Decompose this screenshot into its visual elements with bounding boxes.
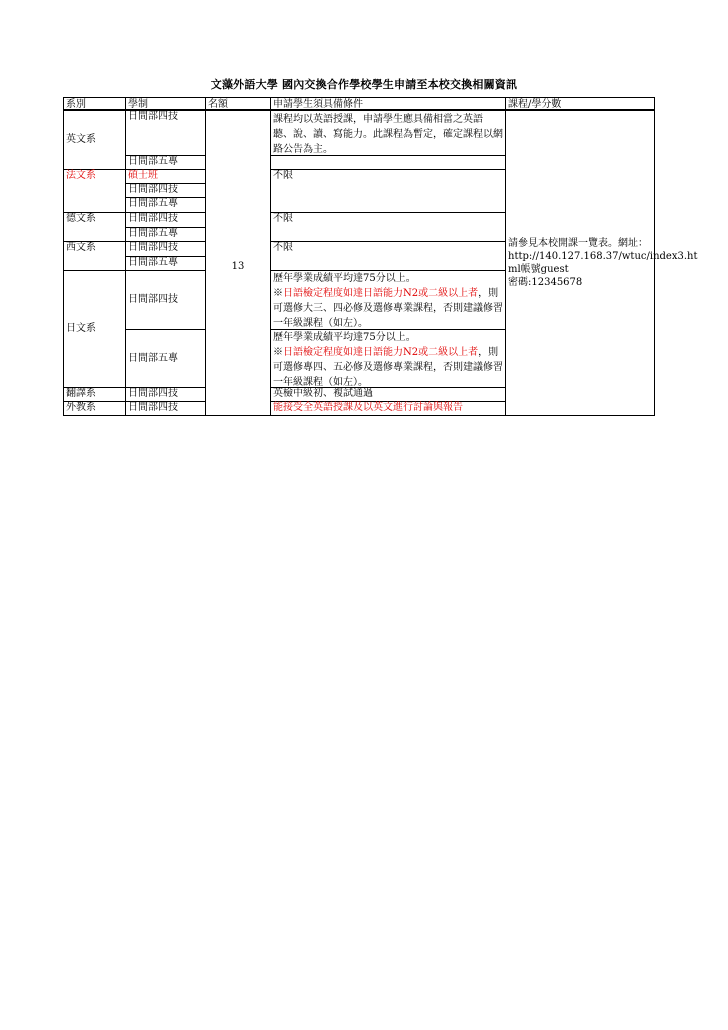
dept-translation: 翻譯系 xyxy=(63,387,126,402)
requirement-english-5yr xyxy=(270,155,506,170)
dept-german: 德文系 xyxy=(63,212,126,242)
requirement-spanish: 不限 xyxy=(270,241,506,271)
requirement-japanese-4yr xyxy=(270,270,506,330)
requirement-german: 不限 xyxy=(270,212,506,242)
program-japanese-5yr: 日間部五專 xyxy=(125,329,206,388)
courses-cell xyxy=(505,110,698,416)
header-courses: 課程/學分數 xyxy=(505,97,655,111)
program-translation: 日間部四技 xyxy=(125,387,206,402)
program-german-4yr: 日間部四技 xyxy=(125,212,206,228)
program-spanish-5yr: 日間部五專 xyxy=(125,256,206,271)
req-jp4-line1: 歷年學業成績平均達75分以上。 xyxy=(273,273,416,284)
program-german-5yr: 日間部五專 xyxy=(125,227,206,242)
program-spanish-4yr: 日間部四技 xyxy=(125,241,206,257)
courses-line-1: 請參見本校開課一覽表。網址： xyxy=(508,238,648,249)
req-jp4-rest: ，則可選修大三、四必修及選修專業課程，否則建議修習一年級課程（如左）。 xyxy=(273,288,503,329)
header-dept: 系別 xyxy=(63,97,126,111)
requirement-translation: 英檢中級初、複試通過 xyxy=(270,387,506,402)
quota-cell: 13 xyxy=(205,110,271,416)
dept-english: 英文系 xyxy=(63,110,126,170)
courses-info xyxy=(508,237,697,289)
program-foreign-affairs: 日間部四技 xyxy=(125,401,206,416)
requirement-french: 不限 xyxy=(270,169,506,213)
program-japanese-4yr: 日間部四技 xyxy=(125,270,206,330)
requirement-english: 課程均以英語授課，申請學生應具備相當之英語 聽、說、讀、寫能力。此課程為暫定，確定課程以網路公告為主。 xyxy=(270,110,506,156)
page-title: 文藻外語大學 國內交換合作學校學生申請至本校交換相關資訊 xyxy=(210,78,518,91)
program-english-4yr: 日間部四技 xyxy=(125,110,206,156)
program-french-5yr: 日間部五專 xyxy=(125,197,206,213)
dept-french: 法文系 xyxy=(63,169,126,213)
req-jp5-rest: ，則可選修專四、五必修及選修專業課程，否則建議修習一年級課程（如左）。 xyxy=(273,347,503,388)
header-requirements: 申請學生須具備條件 xyxy=(270,97,506,111)
program-english-5yr: 日間部五專 xyxy=(125,155,206,170)
dept-foreign-affairs: 外教系 xyxy=(63,401,126,416)
req-jp4-note-prefix: ※ xyxy=(273,288,283,299)
dept-japanese: 日文系 xyxy=(63,270,126,388)
header-quota: 名額 xyxy=(205,97,271,111)
req-jp5-line1: 歷年學業成績平均達75分以上。 xyxy=(273,332,416,343)
requirement-japanese-5yr xyxy=(270,329,506,388)
courses-line-account: ml帳號guest xyxy=(508,264,569,275)
program-french-4yr: 日間部四技 xyxy=(125,183,206,198)
program-french-master: 碩士班 xyxy=(125,169,206,184)
requirement-foreign-affairs: 能接受全英語授課及以英文進行討論與報告 xyxy=(270,401,506,416)
courses-line-url: http://140.127.168.37/wtuc/index3.ht xyxy=(508,251,698,262)
req-jp5-note: 日語檢定程度如達日語能力N2或二級以上者 xyxy=(283,347,479,358)
header-program: 學制 xyxy=(125,97,206,111)
req-jp5-note-prefix: ※ xyxy=(273,347,283,358)
courses-line-password: 密碼:12345678 xyxy=(508,277,583,288)
dept-spanish: 西文系 xyxy=(63,241,126,271)
req-jp4-note: 日語檢定程度如達日語能力N2或二級以上者 xyxy=(283,288,479,299)
